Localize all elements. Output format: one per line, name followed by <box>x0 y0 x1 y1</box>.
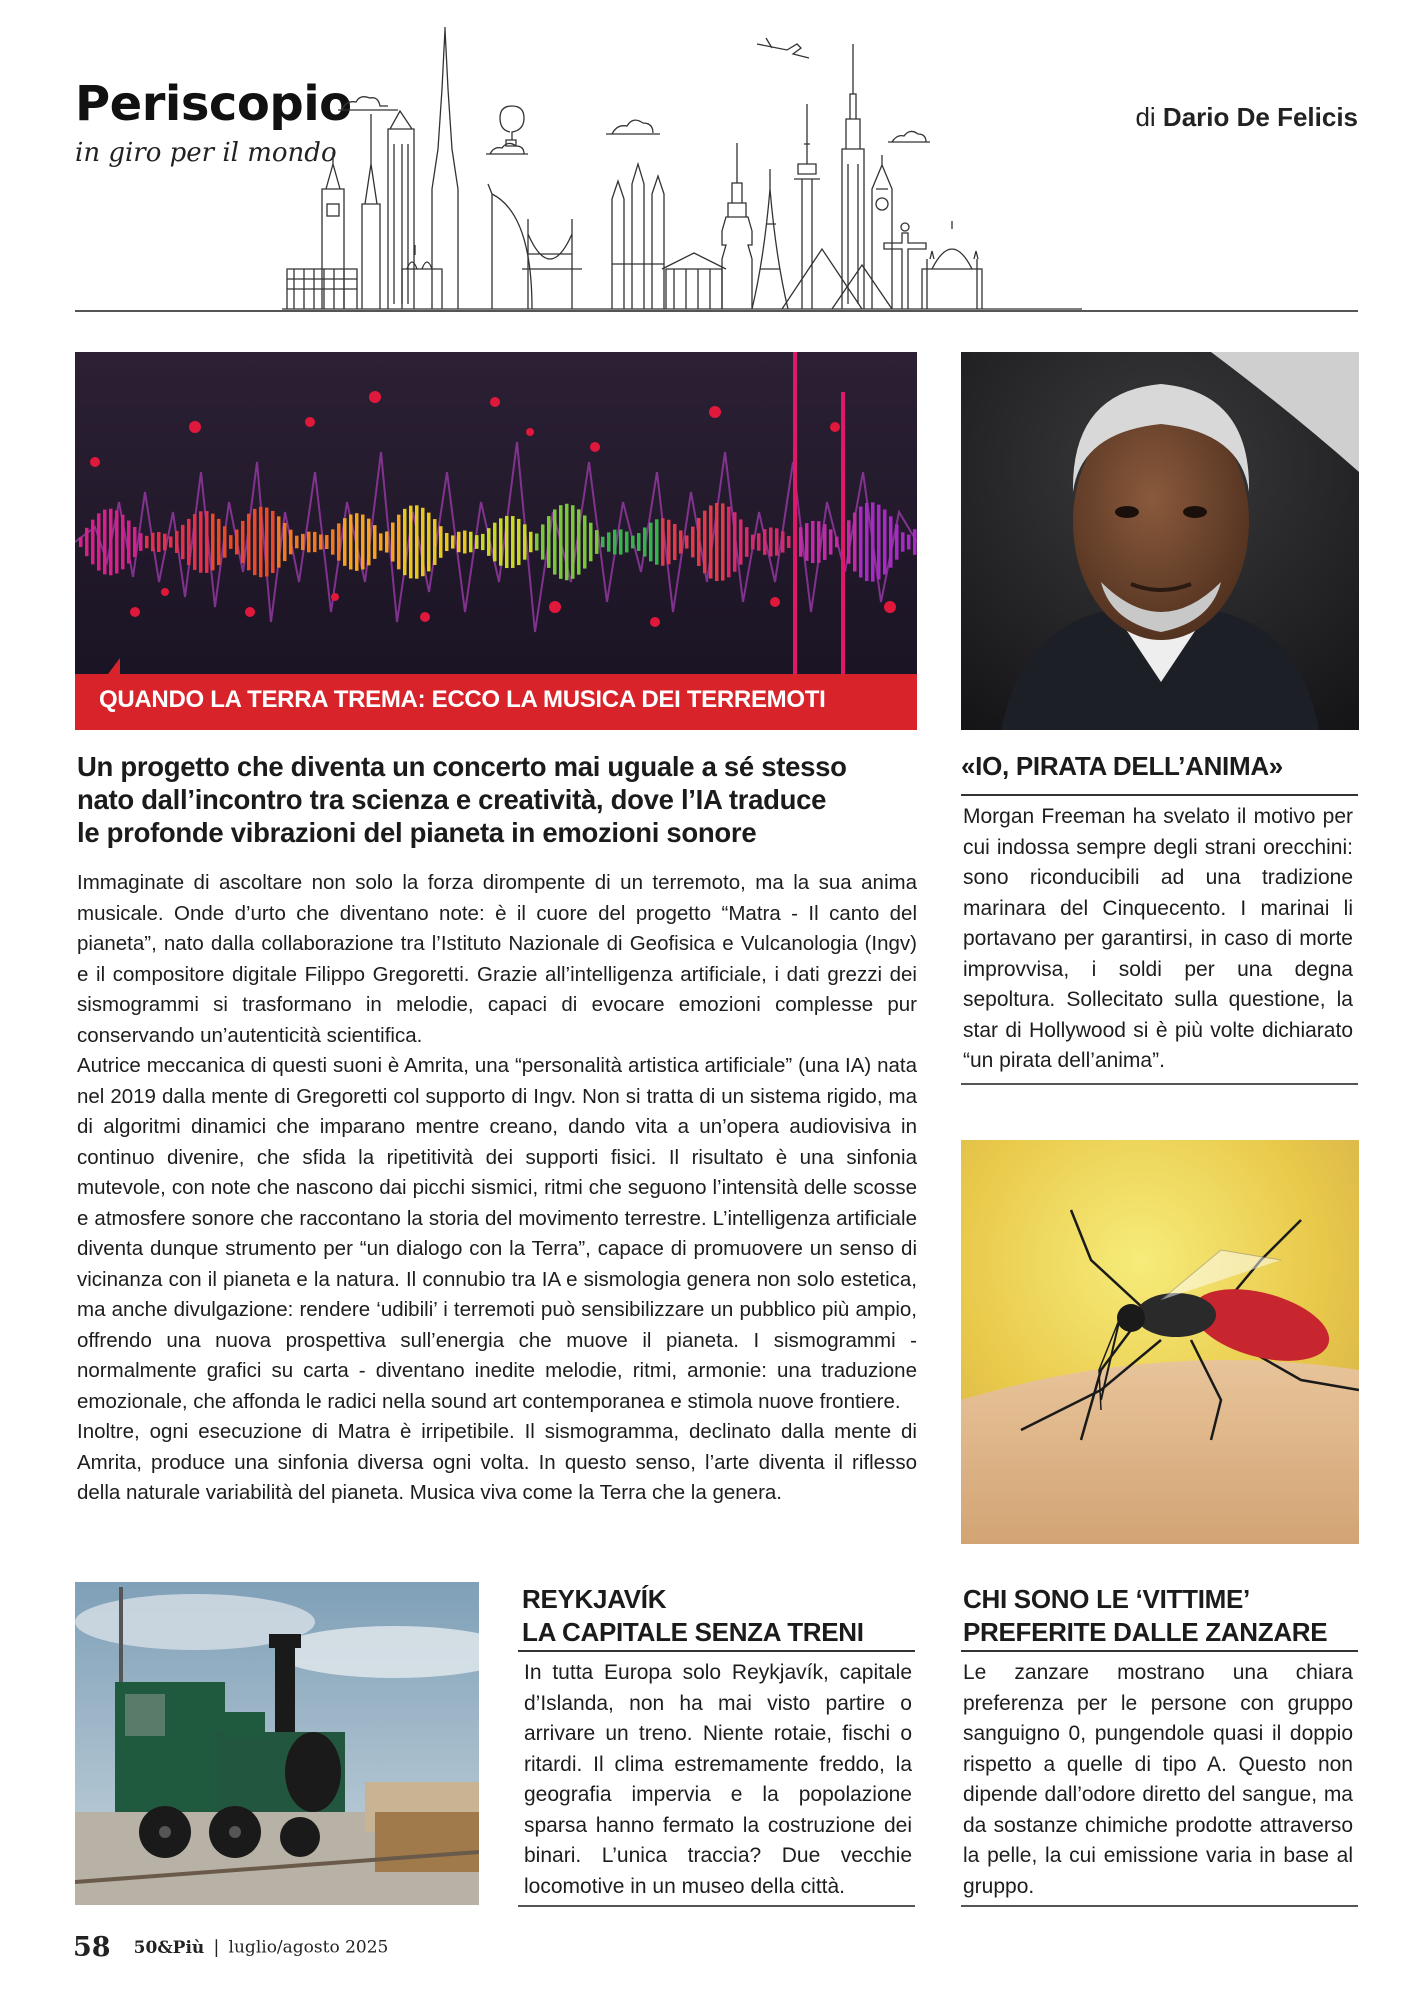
soundwave-bar <box>493 523 497 562</box>
soundwave-bar <box>583 515 587 568</box>
soundwave-bar <box>643 527 647 556</box>
soundwave-bar <box>769 528 773 557</box>
soundwave-bar <box>307 532 311 553</box>
soundwave-bar <box>685 535 689 548</box>
soundwave-bar <box>325 535 329 549</box>
soundwave-bar <box>277 516 281 567</box>
soundwave-bar <box>691 527 695 558</box>
reykjavik-title-line: REYKJAVÍK <box>522 1584 667 1614</box>
page-footer <box>73 1932 388 1963</box>
soundwave-bar <box>823 524 827 560</box>
soundwave-bar <box>283 523 287 561</box>
article-paragraph: Autrice meccanica di questi suoni è Amrita, una “personalità artistica artificiale” (una IA) nata nel 2019 dalla mente di Gregoretti col supporto di Ingv. Non si tratta di un sistema rigido, ma di algoritmi dinamici che imparano mentre creano, dando vita a un’opera audiovisiva in continuo divenire, che sfida la ripetitività dei supporti fisici. Il risultato è una sinfonia mutevole, con note che nascono dai picchi sismici, ritmi che seguono l’intensità delle scosse e atmosfere sonore che raccontano la storia del movimento terrestre. L’intelligenza artificiale diventa dunque strumento per “un dialogo con la Terra”, capace di promuovere un senso di vicinanza con il pianeta e la natura. Il connubio tra IA e sismologia genera non solo estetica, ma anche divulgazione: rendere ‘udibili’ i terremoti può sensibilizzare un pubblico più ampio, offrendo una nuova prospettiva sull’energia che muove il pianeta. I sismogrammi - normalmente grafici su carta - diventano inedite melodie, ritmi, armonie: una traduzione emozionale, che affonda le radici nella sound art contemporanea e stimola nuove frontiere. <box>77 1054 917 1413</box>
soundwave-bar <box>469 532 473 553</box>
reykjavik-bottom-rule <box>518 1905 915 1907</box>
soundwave-bar <box>511 516 515 568</box>
locomotive-photo <box>75 1582 479 1905</box>
soundwave-bar <box>565 504 569 580</box>
soundwave-bar <box>229 535 233 549</box>
soundwave-bar <box>889 516 893 567</box>
soundwave-bar <box>349 515 353 570</box>
article-body <box>77 868 917 1509</box>
soundwave-bar <box>463 531 467 554</box>
soundwave-bar <box>709 505 713 578</box>
soundwave-bar <box>373 525 377 559</box>
zanzare-title <box>963 1583 1327 1649</box>
soundwave-bar <box>439 526 443 558</box>
soundwave-bar <box>223 526 227 557</box>
soundwave-bar <box>379 533 383 550</box>
soundwave-bar <box>907 535 911 550</box>
soundwave-bar <box>133 527 137 557</box>
soundwave-bar <box>625 532 629 553</box>
soundwave-image <box>75 352 917 675</box>
soundwave-bar <box>289 530 293 555</box>
soundwave-bar <box>193 514 197 570</box>
soundwave-bar <box>697 518 701 566</box>
soundwave-bar <box>871 502 875 581</box>
soundwave-bar <box>751 535 755 550</box>
soundwave-bar <box>331 529 335 554</box>
soundwave-bar <box>205 511 209 573</box>
section-subtitle: in giro per il mondo <box>75 138 337 168</box>
soundwave-bar <box>85 528 89 556</box>
byline-prefix: di <box>1135 102 1156 132</box>
reykjavik-title-line: LA CAPITALE SENZA TRENI <box>522 1617 864 1647</box>
soundwave-bar <box>433 519 437 565</box>
article-paragraph: Immaginate di ascoltare non solo la forza dirompente di un terremoto, ma la sua anima musicale. Onde d’urto che diventano note: è il cuore del progetto “Matra - Il canto del pianeta”, nato dalla collaborazione tra l’Istituto Nazionale di Geofisica e Vulcanologia (Ingv) e il compositore digitale Filippo Gregoretti. Grazie all’intelligenza artificiale, i dati grezzi dei sismogrammi si trasformano in melodie, capaci di evocare emozioni complesse pur conservando un’autenticità scientifica. <box>77 871 917 1047</box>
soundwave-bar <box>313 532 317 552</box>
soundwave-bar <box>541 524 545 559</box>
soundwave-bar <box>817 521 821 563</box>
soundwave-bar <box>853 513 857 572</box>
banner-notch <box>108 658 120 674</box>
soundwave-bar <box>157 532 161 552</box>
soundwave-bar <box>427 513 431 572</box>
soundwave-bar <box>163 534 167 551</box>
soundwave-bar <box>451 535 455 548</box>
article-banner <box>75 674 917 730</box>
soundwave-bar <box>763 529 767 555</box>
soundwave-bar <box>529 532 533 552</box>
soundwave-bar <box>127 520 131 563</box>
soundwave-bar <box>367 519 371 566</box>
soundwave-bar <box>271 511 275 573</box>
soundwave-bar <box>865 503 869 581</box>
soundwave-bar <box>301 534 305 550</box>
world-skyline-illustration <box>282 24 1182 310</box>
soundwave-bar <box>169 536 173 547</box>
soundwave-bar <box>319 534 323 549</box>
zanzare-title-line: PREFERITE DALLE ZANZARE <box>963 1617 1328 1647</box>
soundwave-bar <box>211 514 215 571</box>
soundwave-bar <box>421 508 425 576</box>
soundwave-bar <box>97 513 101 570</box>
soundwave-bar <box>181 525 185 559</box>
soundwave-bar <box>637 533 641 551</box>
soundwave-bar <box>241 521 245 563</box>
soundwave-bar <box>781 531 785 552</box>
zanzare-text: Le zanzare mostrano una chiara preferenza per le persone con gruppo sanguigno 0, pungendole quasi il doppio rispetto a quelle di tipo A. Questo non dipende dall’odore diretto del sangue, ma da sostanze chimiche prodotte attraverso la pelle, la cui emissione varia in base al gruppo. <box>963 1661 1353 1898</box>
soundwave-bar <box>913 529 917 555</box>
soundwave-bar <box>505 516 509 568</box>
soundwave-bar <box>79 537 83 547</box>
freeman-title: «IO, PIRATA DELL’ANIMA» <box>961 751 1283 781</box>
soundwave-bar <box>91 520 95 565</box>
soundwave-bar <box>523 524 527 559</box>
soundwave-bar <box>187 519 191 565</box>
byline <box>1135 102 1358 133</box>
soundwave-bar <box>595 530 599 554</box>
soundwave-bar <box>103 510 107 575</box>
soundwave-bar <box>199 511 203 572</box>
soundwave-bar <box>385 531 389 552</box>
soundwave-bar <box>259 507 263 577</box>
soundwave-bar <box>109 509 113 576</box>
soundwave-bar <box>667 520 671 564</box>
soundwave-bar <box>175 531 179 553</box>
soundwave-bar <box>403 509 407 575</box>
soundwave-bar <box>355 513 359 571</box>
soundwave-bar <box>661 518 665 566</box>
soundwave-bar <box>499 518 503 565</box>
freeman-text: Morgan Freeman ha svelato il motivo per cui indossa sempre degli strani orecchini: sono riconducibili ad una tradizione marinara del Cinquecento. I marinai li portavano per garantirsi, in caso di morte improvvisa, i soldi per una degna sepoltura. Sollecitato sulla questione, la star di Hollywood si è più volte dichiarato “un pirata dell’anima”. <box>963 805 1353 1072</box>
soundwave-bar <box>679 530 683 553</box>
soundwave-bar <box>775 528 779 555</box>
soundwave-bar <box>151 533 155 552</box>
soundwave-bar <box>811 521 815 563</box>
soundwave-bar <box>745 527 749 557</box>
soundwave-bar <box>631 536 635 549</box>
soundwave-bar <box>235 530 239 555</box>
article-banner-text: QUANDO LA TERRA TREMA: ECCO LA MUSICA DEI TERREMOTI <box>99 686 826 713</box>
page-number: 58 <box>73 1932 111 1963</box>
issue-date: luglio/agosto 2025 <box>228 1937 389 1958</box>
soundwave-bar <box>757 533 761 550</box>
soundwave-bar <box>613 530 617 555</box>
soundwave-bar <box>703 511 707 574</box>
soundwave-bar <box>727 507 731 578</box>
soundwave-bar <box>361 515 365 570</box>
soundwave-bar <box>877 505 881 580</box>
soundwave-bar <box>115 511 119 574</box>
soundwave-bar <box>547 516 551 568</box>
soundwave-bar <box>265 508 269 577</box>
reykjavik-title <box>522 1583 864 1649</box>
soundwave-bar <box>835 537 839 548</box>
soundwave-bar <box>481 534 485 550</box>
soundwave-bar <box>601 537 605 548</box>
lead-line: Un progetto che diventa un concerto mai uguale a sé stesso <box>77 751 847 782</box>
soundwave-bar <box>295 536 299 549</box>
soundwave-bar <box>619 529 623 554</box>
reykjavik-text: In tutta Europa solo Reykjavík, capitale d’Islanda, non ha mai visto partire o arrivare un treno. Niente rotaie, fischi o ritardi. Il clima estremamente freddo, la geografia impervia e la popolazione sparsa hanno fermato la costruzione dei binari. L’unica traccia? Due vecchie locomotive in un museo della città. <box>524 1661 912 1898</box>
mosquito-photo <box>961 1140 1359 1544</box>
soundwave-bar <box>535 533 539 550</box>
soundwave-bar <box>391 523 395 562</box>
morgan-freeman-photo <box>961 352 1359 730</box>
soundwave-bar <box>715 503 719 581</box>
zanzare-bottom-rule <box>961 1905 1358 1907</box>
soundwave-bar <box>571 505 575 579</box>
soundwave-bar <box>475 535 479 549</box>
soundwave-bar <box>457 532 461 552</box>
soundwave-bar <box>649 523 653 562</box>
soundwave-bar <box>415 505 419 578</box>
soundwave-bar <box>829 529 833 554</box>
soundwave-bar <box>805 523 809 561</box>
soundwave-bar <box>343 518 347 566</box>
soundwave-bar <box>487 528 491 556</box>
header-divider <box>75 310 1358 312</box>
soundwave-bar <box>217 519 221 565</box>
soundwave-bar <box>253 509 257 575</box>
soundwave-bar <box>553 509 557 574</box>
freeman-bottom-rule <box>961 1083 1358 1085</box>
byline-author: Dario De Felicis <box>1162 102 1358 132</box>
soundwave-bar <box>397 515 401 570</box>
soundwave-bar <box>859 506 863 577</box>
soundwave-bar <box>883 509 887 574</box>
soundwave-bar <box>559 505 563 579</box>
soundwave-bar <box>121 515 125 570</box>
soundwave-bar <box>739 519 743 564</box>
soundwave-bar <box>673 524 677 560</box>
article-paragraph: Inoltre, ogni esecuzione di Matra è irripetibile. Il sismogramma, declinato dalla mente di Amrita, produce una sinfonia diversa ogni volta. In questo senso, l’arte diventa il riflesso della naturale variabilità del pianeta. Musica viva come la Terra che la genera. <box>77 1420 917 1504</box>
article-lead <box>77 750 907 849</box>
soundwave-bar <box>577 509 581 574</box>
soundwave-bar <box>901 532 905 551</box>
soundwave-bar <box>847 520 851 563</box>
soundwave-bar <box>895 524 899 559</box>
soundwave-bar <box>799 527 803 556</box>
lead-line: le profonde vibrazioni del pianeta in emozioni sonore <box>77 817 757 848</box>
soundwave-bar <box>655 519 659 564</box>
soundwave-bar <box>445 533 449 551</box>
soundwave-bar <box>589 523 593 562</box>
reykjavik-title-rule <box>518 1650 915 1652</box>
soundwave-bar <box>409 506 413 579</box>
soundwave-bar <box>337 523 341 560</box>
section-title: Periscopio <box>75 76 352 132</box>
soundwave-bar <box>517 519 521 565</box>
magazine-name: 50&Più <box>133 1937 205 1958</box>
soundwave-bar <box>139 533 143 551</box>
zanzare-title-line: CHI SONO LE ‘VITTIME’ <box>963 1584 1250 1614</box>
soundwave-bar <box>607 532 611 551</box>
soundwave-bar <box>721 503 725 580</box>
zanzare-title-rule <box>961 1650 1358 1652</box>
soundwave-bar <box>145 536 149 548</box>
freeman-title-rule <box>961 794 1358 796</box>
footer-separator: | <box>213 1937 220 1958</box>
soundwave-bar <box>787 536 791 548</box>
soundwave-bar <box>247 514 251 571</box>
lead-line: nato dall’incontro tra scienza e creatività, dove l’IA traduce <box>77 784 827 815</box>
soundwave-bar <box>733 512 737 572</box>
